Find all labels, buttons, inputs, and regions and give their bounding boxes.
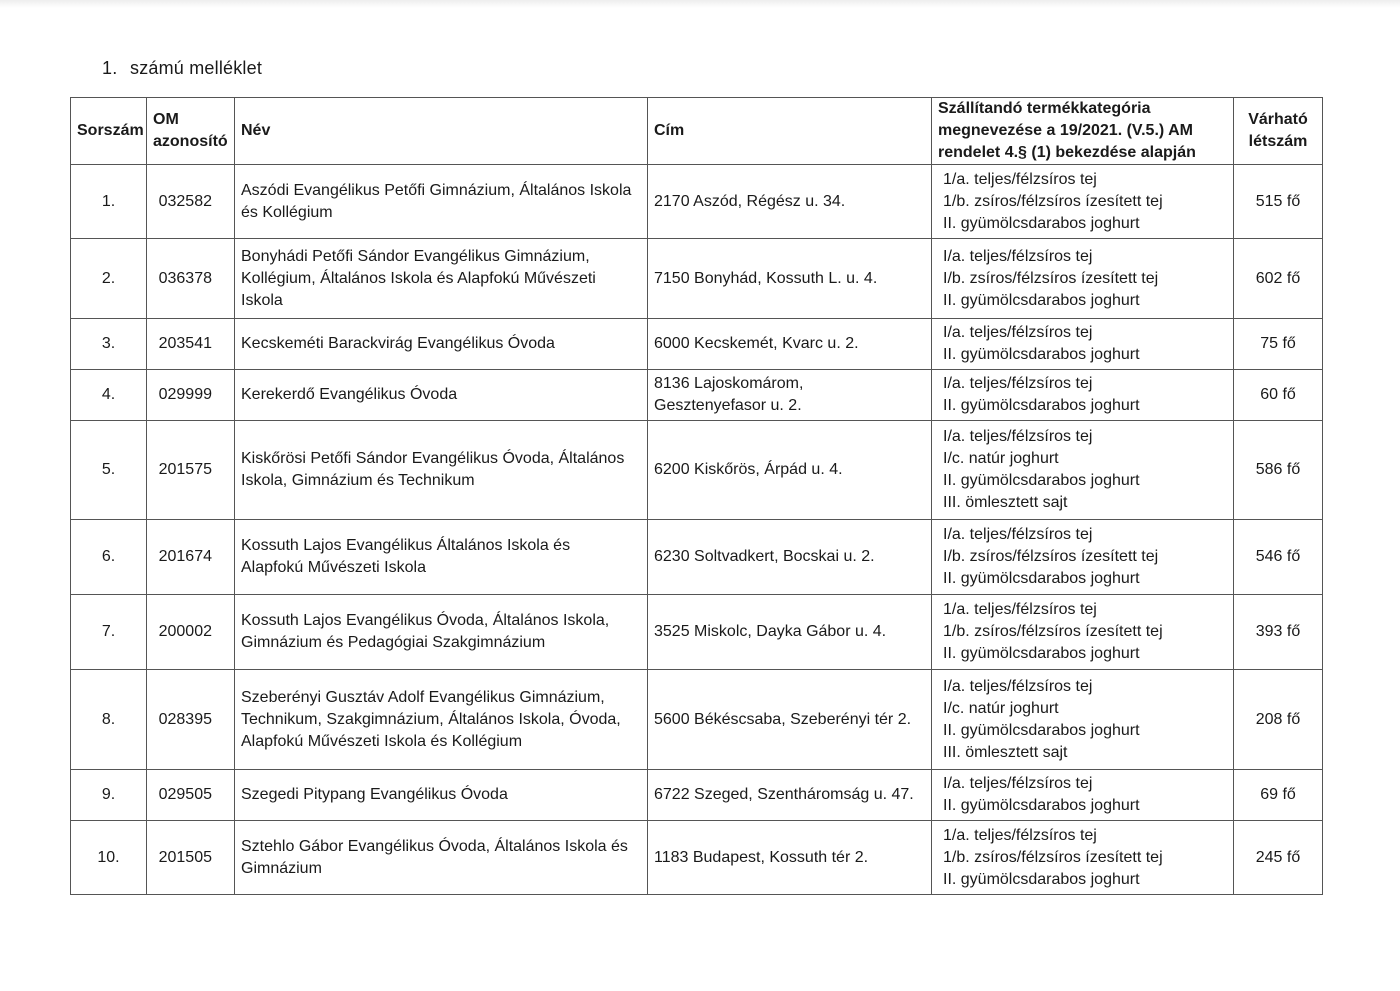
table-row [71, 821, 1323, 895]
product-categories [932, 770, 1234, 821]
product-categories [932, 370, 1234, 421]
expected-headcount: 515 fő [1234, 165, 1323, 239]
product-categories-line: II. gyümölcsdarabos joghurt [943, 570, 1140, 587]
header-kategoria-line: rendelet 4.§ (1) bekezdése alapján [938, 144, 1196, 161]
product-categories-line: II. gyümölcsdarabos joghurt [943, 721, 1140, 739]
institution-address-line: 6722 Szeged, Szentháromság u. 47. [654, 786, 914, 803]
institution-address-line: 7150 Bonyhád, Kossuth L. u. 4. [654, 269, 878, 287]
product-categories-line: I/a. teljes/félzsíros tej [943, 526, 1093, 543]
table-row [71, 520, 1323, 595]
institution-name [235, 165, 648, 239]
institution-name-line: Alapfokú Művészeti Iskola és Kollégium [241, 732, 523, 750]
institution-name-line: Aszódi Evangélikus Petőfi Gimnázium, Általános Iskola [241, 181, 632, 199]
institution-name-line: Kossuth Lajos Evangélikus Általános Iskola és [241, 537, 571, 554]
product-categories [932, 670, 1234, 770]
row-number: 5. [71, 421, 147, 520]
expected-headcount: 75 fő [1234, 319, 1323, 370]
annex-label: számú melléklet [130, 58, 263, 78]
expected-headcount: 602 fő [1234, 239, 1323, 319]
header-letszam [1234, 98, 1323, 165]
om-id: 028395 [147, 670, 235, 770]
institution-name-line: Alapfokú Művészeti Iskola [241, 559, 426, 576]
institution-name-line: Kiskőrösi Petőfi Sándor Evangélikus Óvoda, Általános [241, 450, 625, 467]
product-categories-line: I/a. teljes/félzsíros tej [943, 677, 1093, 695]
institution-name [235, 821, 648, 895]
table-body [71, 165, 1323, 895]
institution-address [648, 421, 932, 520]
om-id: 201575 [147, 421, 235, 520]
header-cim: Cím [648, 98, 932, 165]
product-categories-line: II. gyümölcsdarabos joghurt [943, 214, 1140, 232]
institution-name-line: Gimnázium és Pedagógiai Szakgimnázium [241, 634, 546, 651]
institution-name-line: Iskola [241, 291, 283, 309]
product-categories-line: 1/b. zsíros/félzsíros ízesített tej [943, 192, 1163, 210]
product-categories-line: III. ömlesztett sajt [943, 494, 1068, 511]
institution-name [235, 370, 648, 421]
om-id: 200002 [147, 595, 235, 670]
institution-name-line: Szegedi Pitypang Evangélikus Óvoda [241, 786, 508, 803]
product-categories-line: 1/a. teljes/félzsíros tej [943, 170, 1097, 188]
product-categories-line: II. gyümölcsdarabos joghurt [943, 870, 1140, 888]
institution-name-line: Iskola, Gimnázium és Technikum [241, 472, 475, 489]
header-letszam-line: létszám [1248, 133, 1308, 150]
row-number: 9. [71, 770, 147, 821]
product-categories [932, 520, 1234, 595]
product-categories-line: II. gyümölcsdarabos joghurt [943, 797, 1140, 814]
product-categories [932, 421, 1234, 520]
table-row [71, 370, 1323, 421]
table-row [71, 595, 1323, 670]
product-categories [932, 239, 1234, 319]
header-sorszam: Sorszám [71, 98, 147, 165]
institution-name [235, 239, 648, 319]
product-categories-line: I/a. teljes/félzsíros tej [943, 428, 1093, 445]
table-row [71, 319, 1323, 370]
om-id: 029999 [147, 370, 235, 421]
product-categories-line: I/b. zsíros/félzsíros ízesített tej [943, 548, 1159, 565]
row-number: 8. [71, 670, 147, 770]
table-row [71, 670, 1323, 770]
expected-headcount: 393 fő [1234, 595, 1323, 670]
page-title [102, 58, 262, 79]
expected-headcount: 586 fő [1234, 421, 1323, 520]
institution-address-line: 6230 Soltvadkert, Bocskai u. 2. [654, 548, 875, 565]
product-categories-line: I/a. teljes/félzsíros tej [943, 247, 1093, 265]
institution-name-line: Gimnázium [241, 859, 322, 877]
product-categories-line: 1/b. zsíros/félzsíros ízesített tej [943, 848, 1163, 866]
institution-address-line: 6200 Kiskőrös, Árpád u. 4. [654, 461, 843, 478]
table-row [71, 165, 1323, 239]
institution-address [648, 821, 932, 895]
header-om-line: OM [153, 111, 179, 128]
row-number: 7. [71, 595, 147, 670]
row-number: 1. [71, 165, 147, 239]
header-kategoria [932, 98, 1234, 165]
om-id: 029505 [147, 770, 235, 821]
header-om-line: azonosító [153, 133, 228, 150]
header-letszam-line: Várható [1248, 111, 1308, 128]
table-row [71, 770, 1323, 821]
institution-address-line: 3525 Miskolc, Dayka Gábor u. 4. [654, 623, 887, 640]
institution-name-line: és Kollégium [241, 203, 333, 221]
institution-table [70, 97, 1323, 895]
row-number: 6. [71, 520, 147, 595]
institution-name [235, 421, 648, 520]
product-categories [932, 319, 1234, 370]
institution-name-line: Technikum, Szakgimnázium, Általános Iskola, Óvoda, [241, 710, 621, 728]
institution-address-line: Gesztenyefasor u. 2. [654, 397, 802, 414]
scan-edge [0, 0, 1400, 8]
product-categories-line: II. gyümölcsdarabos joghurt [943, 346, 1140, 363]
institution-address [648, 670, 932, 770]
row-number: 3. [71, 319, 147, 370]
institution-address [648, 520, 932, 595]
om-id: 201674 [147, 520, 235, 595]
expected-headcount: 69 fő [1234, 770, 1323, 821]
om-id: 032582 [147, 165, 235, 239]
institution-address-line: 8136 Lajoskomárom, [654, 375, 804, 392]
product-categories-line: I/a. teljes/félzsíros tej [943, 775, 1093, 792]
om-id: 201505 [147, 821, 235, 895]
product-categories-line: 1/a. teljes/félzsíros tej [943, 826, 1097, 844]
row-number: 4. [71, 370, 147, 421]
row-number: 2. [71, 239, 147, 319]
institution-address-line: 2170 Aszód, Régész u. 34. [654, 192, 846, 210]
expected-headcount: 208 fő [1234, 670, 1323, 770]
institution-name-line: Bonyhádi Petőfi Sándor Evangélikus Gimnázium, [241, 247, 590, 265]
institution-name [235, 319, 648, 370]
header-kategoria-line: Szállítandó termékkategória [938, 100, 1151, 117]
institution-name [235, 770, 648, 821]
product-categories-line: II. gyümölcsdarabos joghurt [943, 472, 1140, 489]
expected-headcount: 546 fő [1234, 520, 1323, 595]
header-om [147, 98, 235, 165]
institution-name-line: Kerekerdő Evangélikus Óvoda [241, 386, 458, 403]
product-categories-line: II. gyümölcsdarabos joghurt [943, 645, 1140, 662]
product-categories-line: I/c. natúr joghurt [943, 450, 1059, 467]
product-categories-line: 1/a. teljes/félzsíros tej [943, 601, 1097, 618]
om-id: 203541 [147, 319, 235, 370]
product-categories-line: II. gyümölcsdarabos joghurt [943, 291, 1140, 309]
header-kategoria-line: megnevezése a 19/2021. (V.5.) AM [938, 122, 1193, 139]
product-categories-line: I/b. zsíros/félzsíros ízesített tej [943, 269, 1159, 287]
product-categories-line: I/c. natúr joghurt [943, 699, 1059, 717]
institution-name-line: Szeberényi Gusztáv Adolf Evangélikus Gimnázium, [241, 688, 605, 706]
product-categories-line: I/a. teljes/félzsíros tej [943, 324, 1093, 341]
institution-name [235, 520, 648, 595]
institution-address [648, 595, 932, 670]
institution-address-line: 6000 Kecskemét, Kvarc u. 2. [654, 335, 859, 352]
header-nev: Név [235, 98, 648, 165]
institution-name [235, 595, 648, 670]
institution-address [648, 319, 932, 370]
header-row [71, 98, 1323, 165]
institution-name-line: Sztehlo Gábor Evangélikus Óvoda, Általános Iskola és [241, 837, 628, 855]
product-categories-line: I/a. teljes/félzsíros tej [943, 375, 1093, 392]
product-categories [932, 165, 1234, 239]
institution-name [235, 670, 648, 770]
institution-address [648, 370, 932, 421]
product-categories [932, 821, 1234, 895]
institution-name-line: Kossuth Lajos Evangélikus Óvoda, Általános Iskola, [241, 612, 610, 629]
institution-address-line: 5600 Békéscsaba, Szeberényi tér 2. [654, 710, 912, 728]
row-number: 10. [71, 821, 147, 895]
product-categories-line: III. ömlesztett sajt [943, 743, 1068, 761]
product-categories-line: 1/b. zsíros/félzsíros ízesített tej [943, 623, 1163, 640]
institution-name-line: Kecskeméti Barackvirág Evangélikus Óvoda [241, 335, 555, 352]
expected-headcount: 60 fő [1234, 370, 1323, 421]
table-row [71, 421, 1323, 520]
institution-name-line: Kollégium, Általános Iskola és Alapfokú Művészeti [241, 269, 596, 287]
institution-address [648, 239, 932, 319]
institution-address-line: 1183 Budapest, Kossuth tér 2. [654, 848, 869, 866]
om-id: 036378 [147, 239, 235, 319]
product-categories [932, 595, 1234, 670]
product-categories-line: II. gyümölcsdarabos joghurt [943, 397, 1140, 414]
expected-headcount: 245 fő [1234, 821, 1323, 895]
table-row [71, 239, 1323, 319]
annex-number: 1. [102, 58, 118, 78]
institution-address [648, 770, 932, 821]
institution-address [648, 165, 932, 239]
